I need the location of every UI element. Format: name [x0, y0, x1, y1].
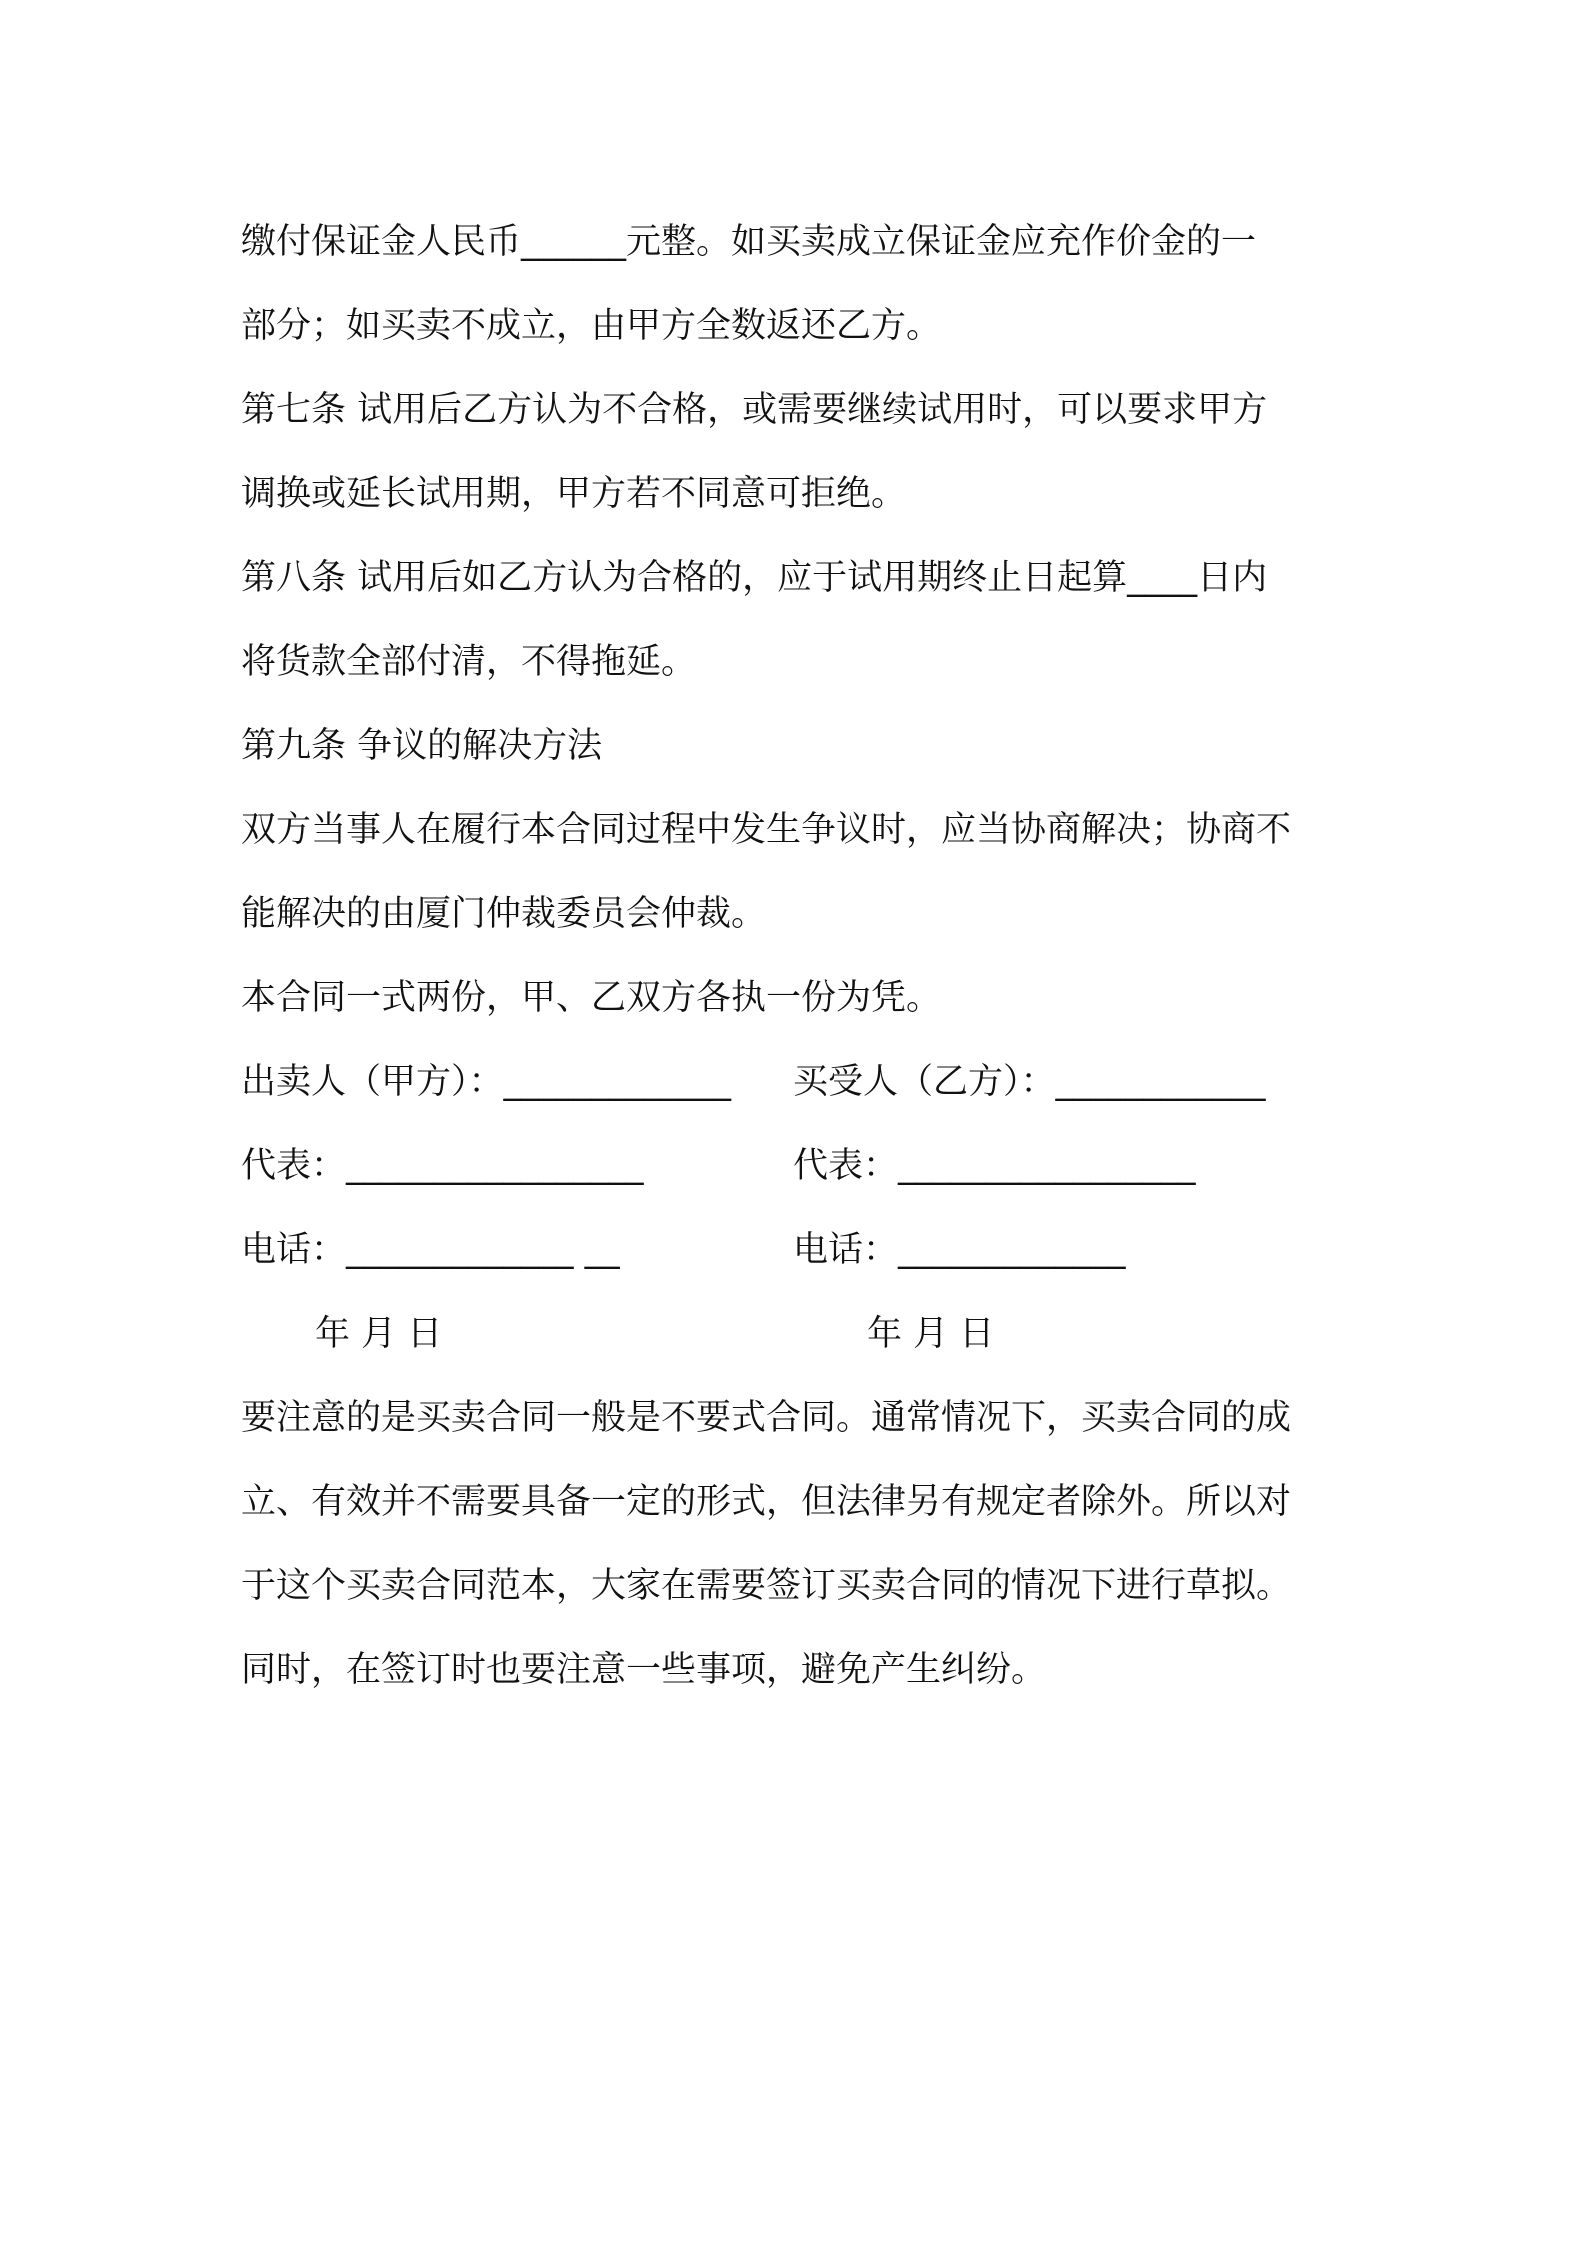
paragraph-line: 部分；如买卖不成立，由甲方全数返还乙方。	[241, 306, 942, 346]
paragraph-line: 将货款全部付清，不得拖延。	[241, 642, 697, 682]
note-line: 要注意的是买卖合同一般是不要式合同。通常情况下，买卖合同的成	[241, 1398, 1292, 1438]
seller-date-field: 年 月 日	[315, 1314, 443, 1354]
seller-phone-field: 电话：_____________ __	[241, 1230, 620, 1270]
paragraph-line: 调换或延长试用期，甲方若不同意可拒绝。	[241, 474, 907, 514]
document-body	[241, 200, 1361, 1712]
signature-parties-row	[241, 1040, 1361, 1124]
note-line: 于这个买卖合同范本，大家在需要签订买卖合同的情况下进行草拟。	[241, 1566, 1292, 1606]
paragraph-line: 能解决的由厦门仲裁委员会仲裁。	[241, 894, 767, 934]
signature-phone-row	[241, 1208, 1361, 1292]
signature-date-row	[241, 1292, 1361, 1376]
paragraph-line: 本合同一式两份，甲、乙双方各执一份为凭。	[241, 978, 942, 1018]
paragraph-line: 双方当事人在履行本合同过程中发生争议时，应当协商解决；协商不	[241, 810, 1292, 850]
buyer-phone-field: 电话：_____________	[793, 1230, 1126, 1270]
seller-rep-field: 代表：_________________	[241, 1146, 644, 1186]
buyer-party-field: 买受人（乙方）：____________	[793, 1062, 1266, 1102]
note-line: 立、有效并不需要具备一定的形式，但法律另有规定者除外。所以对	[241, 1482, 1292, 1522]
article-7-line: 第七条 试用后乙方认为不合格，或需要继续试用时，可以要求甲方	[241, 390, 1268, 430]
article-8-line: 第八条 试用后如乙方认为合格的，应于试用期终止日起算____日内	[241, 558, 1268, 598]
buyer-date-field: 年 月 日	[867, 1314, 995, 1354]
article-9-heading: 第九条 争议的解决方法	[241, 726, 603, 766]
buyer-rep-field: 代表：_________________	[793, 1146, 1196, 1186]
paragraph-line: 缴付保证金人民币______元整。如买卖成立保证金应充作价金的一	[241, 222, 1257, 262]
note-line: 同时，在签订时也要注意一些事项，避免产生纠纷。	[241, 1650, 1047, 1690]
seller-party-field: 出卖人（甲方）：_____________	[241, 1062, 732, 1102]
signature-rep-row	[241, 1124, 1361, 1208]
